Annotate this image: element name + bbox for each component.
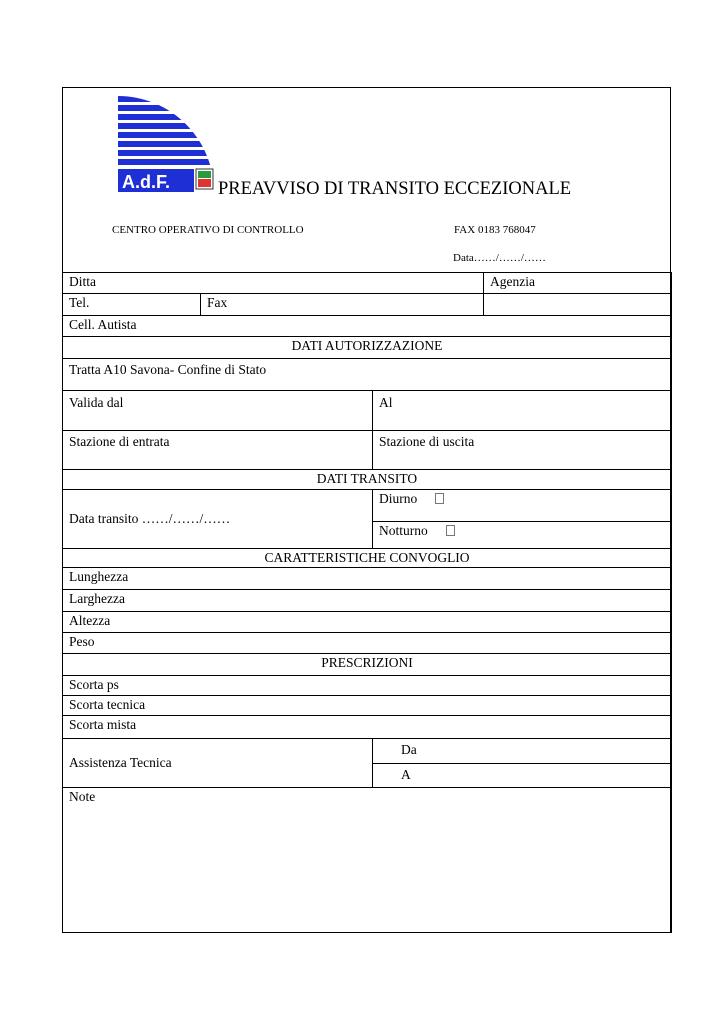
scorta-tecnica-field[interactable]: Scorta tecnica — [63, 696, 672, 716]
assistenza-tecnica-field[interactable]: Assistenza Tecnica — [63, 739, 373, 788]
adf-logo — [118, 96, 214, 192]
dati-transito-heading: DATI TRANSITO — [63, 470, 672, 490]
fax-number: FAX 0183 768047 — [454, 224, 536, 236]
larghezza-field[interactable]: Larghezza — [63, 590, 672, 612]
notturno-option[interactable] — [373, 522, 672, 549]
page-title: PREAVVISO DI TRANSITO ECCEZIONALE — [218, 179, 572, 199]
al-field[interactable]: Al — [373, 391, 672, 431]
agenzia-field[interactable]: Agenzia — [484, 273, 672, 294]
caratteristiche-heading: CARATTERISTICHE CONVOGLIO — [63, 549, 672, 568]
assistenza-da-field[interactable]: Da — [373, 739, 672, 764]
stazione-entrata-field[interactable]: Stazione di entrata — [63, 431, 373, 470]
diurno-checkbox[interactable] — [435, 493, 444, 504]
data-transito-field[interactable]: Data transito ……/……/…… — [63, 490, 373, 549]
transit-form-table — [62, 272, 672, 933]
empty-field[interactable] — [484, 294, 672, 316]
centro-operativo: CENTRO OPERATIVO DI CONTROLLO — [112, 224, 304, 236]
lunghezza-field[interactable]: Lunghezza — [63, 568, 672, 590]
diurno-option[interactable] — [373, 490, 672, 522]
scorta-ps-field[interactable]: Scorta ps — [63, 676, 672, 696]
dati-autorizzazione-heading: DATI AUTORIZZAZIONE — [63, 337, 672, 359]
diurno-label: Diurno — [379, 491, 418, 506]
tratta-field: Tratta A10 Savona- Confine di Stato — [63, 359, 672, 391]
peso-field[interactable]: Peso — [63, 633, 672, 654]
prescrizioni-heading: PRESCRIZIONI — [63, 654, 672, 676]
notturno-label: Notturno — [379, 523, 428, 538]
valida-dal-field[interactable]: Valida dal — [63, 391, 373, 431]
stazione-uscita-field[interactable]: Stazione di uscita — [373, 431, 672, 470]
ditta-field[interactable]: Ditta — [63, 273, 484, 294]
scorta-mista-field[interactable]: Scorta mista — [63, 716, 672, 739]
note-field[interactable]: Note — [63, 788, 672, 933]
header-date: Data……/……/…… — [453, 252, 546, 264]
cell-autista-field[interactable]: Cell. Autista — [63, 316, 672, 337]
fax-field[interactable]: Fax — [201, 294, 484, 316]
tel-field[interactable]: Tel. — [63, 294, 201, 316]
notturno-checkbox[interactable] — [446, 525, 455, 536]
altezza-field[interactable]: Altezza — [63, 612, 672, 633]
logo-text: A.d.F. — [122, 172, 170, 192]
assistenza-a-field[interactable]: A — [373, 764, 672, 788]
